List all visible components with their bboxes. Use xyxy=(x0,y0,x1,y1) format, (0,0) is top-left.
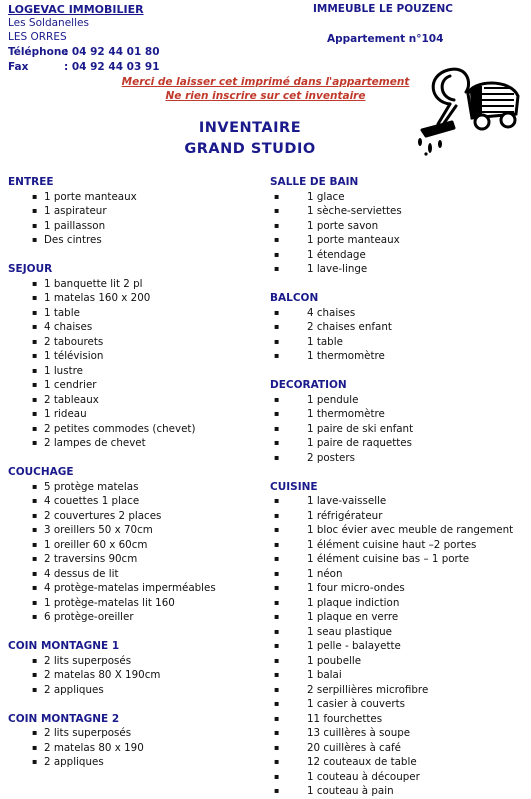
section-title: DECORATION xyxy=(270,379,347,391)
list-item: ▪ 4 couettes 1 place xyxy=(8,494,263,509)
list-item: ▪ 2 chaises enfant xyxy=(270,320,528,335)
item-list xyxy=(8,480,263,625)
list-item: ▪ 2 tableaux xyxy=(8,393,263,408)
item-list xyxy=(8,190,263,248)
list-item: ▪ 1 élément cuisine haut –2 portes xyxy=(270,538,528,553)
item-list xyxy=(8,277,263,451)
list-item: ▪ 1 banquette lit 2 pl xyxy=(8,277,263,292)
section-title: SALLE DE BAIN xyxy=(270,176,359,188)
vacuum-cleaner-icon xyxy=(410,62,525,158)
list-item: ▪ 1 paillasson xyxy=(8,219,263,234)
list-item: ▪ 1 aspirateur xyxy=(8,204,263,219)
list-item: ▪ 2 matelas 80 x 190 xyxy=(8,741,263,756)
list-item: ▪ 1 télévision xyxy=(8,349,263,364)
list-item: ▪ 4 chaises xyxy=(270,306,528,321)
list-item: ▪ 1 rideau xyxy=(8,407,263,422)
list-item: ▪ 2 matelas 80 X 190cm xyxy=(8,668,263,683)
list-item: ▪ 1 balai xyxy=(270,668,528,683)
section-title: COIN MONTAGNE 2 xyxy=(8,712,120,725)
section-title: SEJOUR xyxy=(8,263,53,275)
list-item: ▪ 2 appliques xyxy=(8,683,263,698)
list-item: ▪ 4 protège-matelas imperméables xyxy=(8,581,263,596)
list-item: ▪ 1 table xyxy=(8,306,263,321)
list-item: ▪ 1 paire de raquettes xyxy=(270,436,528,451)
list-item: ▪ 1 élément cuisine bas – 1 porte xyxy=(270,552,528,567)
section-decoration xyxy=(270,378,528,480)
list-item: ▪ 1 lave-linge xyxy=(270,262,528,277)
list-item: ▪ 1 cendrier xyxy=(8,378,263,393)
section-salle-de-bain xyxy=(270,175,528,291)
section-balcon xyxy=(270,291,528,378)
list-item: ▪ 2 couvertures 2 places xyxy=(8,509,263,524)
section-entree xyxy=(8,175,263,262)
section-title: BALCON xyxy=(270,292,319,304)
section-coin-montagne-2 xyxy=(8,712,263,770)
phone-row xyxy=(8,46,160,58)
document-title: INVENTAIRE xyxy=(198,120,302,136)
list-item: ▪ 1 pendule xyxy=(270,393,528,408)
building-name: IMMEUBLE LE POUZENC xyxy=(313,3,453,15)
list-item: ▪ 12 couteaux de table xyxy=(270,755,528,770)
list-item: ▪ 1 table xyxy=(270,335,528,350)
list-item: ▪ 1 plaque indiction xyxy=(270,596,528,611)
list-item: ▪ 1 matelas 160 x 200 xyxy=(8,291,263,306)
section-couchage xyxy=(8,465,263,639)
phone-label: Téléphone xyxy=(8,46,69,58)
section-cuisine xyxy=(270,480,528,799)
list-item: ▪ 1 bloc évier avec meuble de rangement xyxy=(270,523,528,538)
list-item: ▪ 1 porte manteaux xyxy=(8,190,263,205)
item-list xyxy=(270,393,528,466)
fax-label: Fax xyxy=(8,61,29,73)
list-item: ▪ 1 pelle - balayette xyxy=(270,639,528,654)
apartment-number: Appartement n°104 xyxy=(327,33,444,45)
section-title: COUCHAGE xyxy=(8,466,74,478)
list-item: ▪ 2 posters xyxy=(270,451,528,466)
item-list xyxy=(270,494,528,799)
list-item: ▪ 1 couteau à découper xyxy=(270,770,528,785)
list-item: ▪ 1 protège-matelas lit 160 xyxy=(8,596,263,611)
list-item: ▪ 2 traversins 90cm xyxy=(8,552,263,567)
section-coin-montagne-1 xyxy=(8,639,263,712)
section-title: ENTREE xyxy=(8,176,54,188)
notice-line-1: Merci de laisser cet imprimé dans l'appartement xyxy=(121,76,410,88)
list-item: ▪ 1 lave-vaisselle xyxy=(270,494,528,509)
list-item: ▪ 2 lits superposés xyxy=(8,726,263,741)
list-item: ▪ 3 oreillers 50 x 70cm xyxy=(8,523,263,538)
section-title: CUISINE xyxy=(270,480,318,493)
list-item: ▪ 1 thermomètre xyxy=(270,349,528,364)
list-item: ▪ 1 étendage xyxy=(270,248,528,263)
notice-line-2: Ne rien inscrire sur cet inventaire xyxy=(165,90,366,102)
list-item: ▪ 2 tabourets xyxy=(8,335,263,350)
fax-number: : 04 92 44 03 91 xyxy=(64,61,160,73)
list-item: ▪ 2 lits superposés xyxy=(8,654,263,669)
document-subtitle: GRAND STUDIO xyxy=(184,141,316,157)
item-list xyxy=(270,306,528,364)
list-item: ▪ 1 thermomètre xyxy=(270,407,528,422)
list-item: ▪ 1 plaque en verre xyxy=(270,610,528,625)
list-item: ▪ 1 néon xyxy=(270,567,528,582)
list-item: ▪ 1 poubelle xyxy=(270,654,528,669)
list-item: ▪ Des cintres xyxy=(8,233,263,248)
agency-name: LOGEVAC IMMOBILIER xyxy=(8,3,144,16)
list-item: ▪ 2 lampes de chevet xyxy=(8,436,263,451)
address-line-1: Les Soldanelles xyxy=(8,17,89,29)
list-item: ▪ 2 petites commodes (chevet) xyxy=(8,422,263,437)
phone-number: : 04 92 44 01 80 xyxy=(64,46,160,58)
list-item: ▪ 4 chaises xyxy=(8,320,263,335)
list-item: ▪ 2 serpillières microfibre xyxy=(270,683,528,698)
list-item: ▪ 1 oreiller 60 x 60cm xyxy=(8,538,263,553)
list-item: ▪ 11 fourchettes xyxy=(270,712,528,727)
list-item: ▪ 1 sèche-serviettes xyxy=(270,204,528,219)
list-item: ▪ 1 couteau à pain xyxy=(270,784,528,799)
list-item: ▪ 1 casier à couverts xyxy=(270,697,528,712)
list-item: ▪ 1 paire de ski enfant xyxy=(270,422,528,437)
item-list xyxy=(8,654,263,698)
list-item: ▪ 13 cuillères à soupe xyxy=(270,726,528,741)
inventory-left-column xyxy=(8,175,263,770)
item-list xyxy=(270,190,528,277)
list-item: ▪ 6 protège-oreiller xyxy=(8,610,263,625)
list-item: ▪ 20 cuillères à café xyxy=(270,741,528,756)
list-item: ▪ 1 glace xyxy=(270,190,528,205)
section-title: COIN MONTAGNE 1 xyxy=(8,640,120,652)
section-sejour xyxy=(8,262,263,465)
item-list xyxy=(8,726,263,770)
inventory-right-column xyxy=(270,175,528,799)
list-item: ▪ 1 porte manteaux xyxy=(270,233,528,248)
fax-row xyxy=(8,61,160,73)
list-item: ▪ 1 lustre xyxy=(8,364,263,379)
list-item: ▪ 1 porte savon xyxy=(270,219,528,234)
address-line-2: LES ORRES xyxy=(8,31,67,43)
list-item: ▪ 1 réfrigérateur xyxy=(270,509,528,524)
list-item: ▪ 5 protège matelas xyxy=(8,480,263,495)
list-item: ▪ 1 four micro-ondes xyxy=(270,581,528,596)
list-item: ▪ 2 appliques xyxy=(8,755,263,770)
list-item: ▪ 4 dessus de lit xyxy=(8,567,263,582)
list-item: ▪ 1 seau plastique xyxy=(270,625,528,640)
